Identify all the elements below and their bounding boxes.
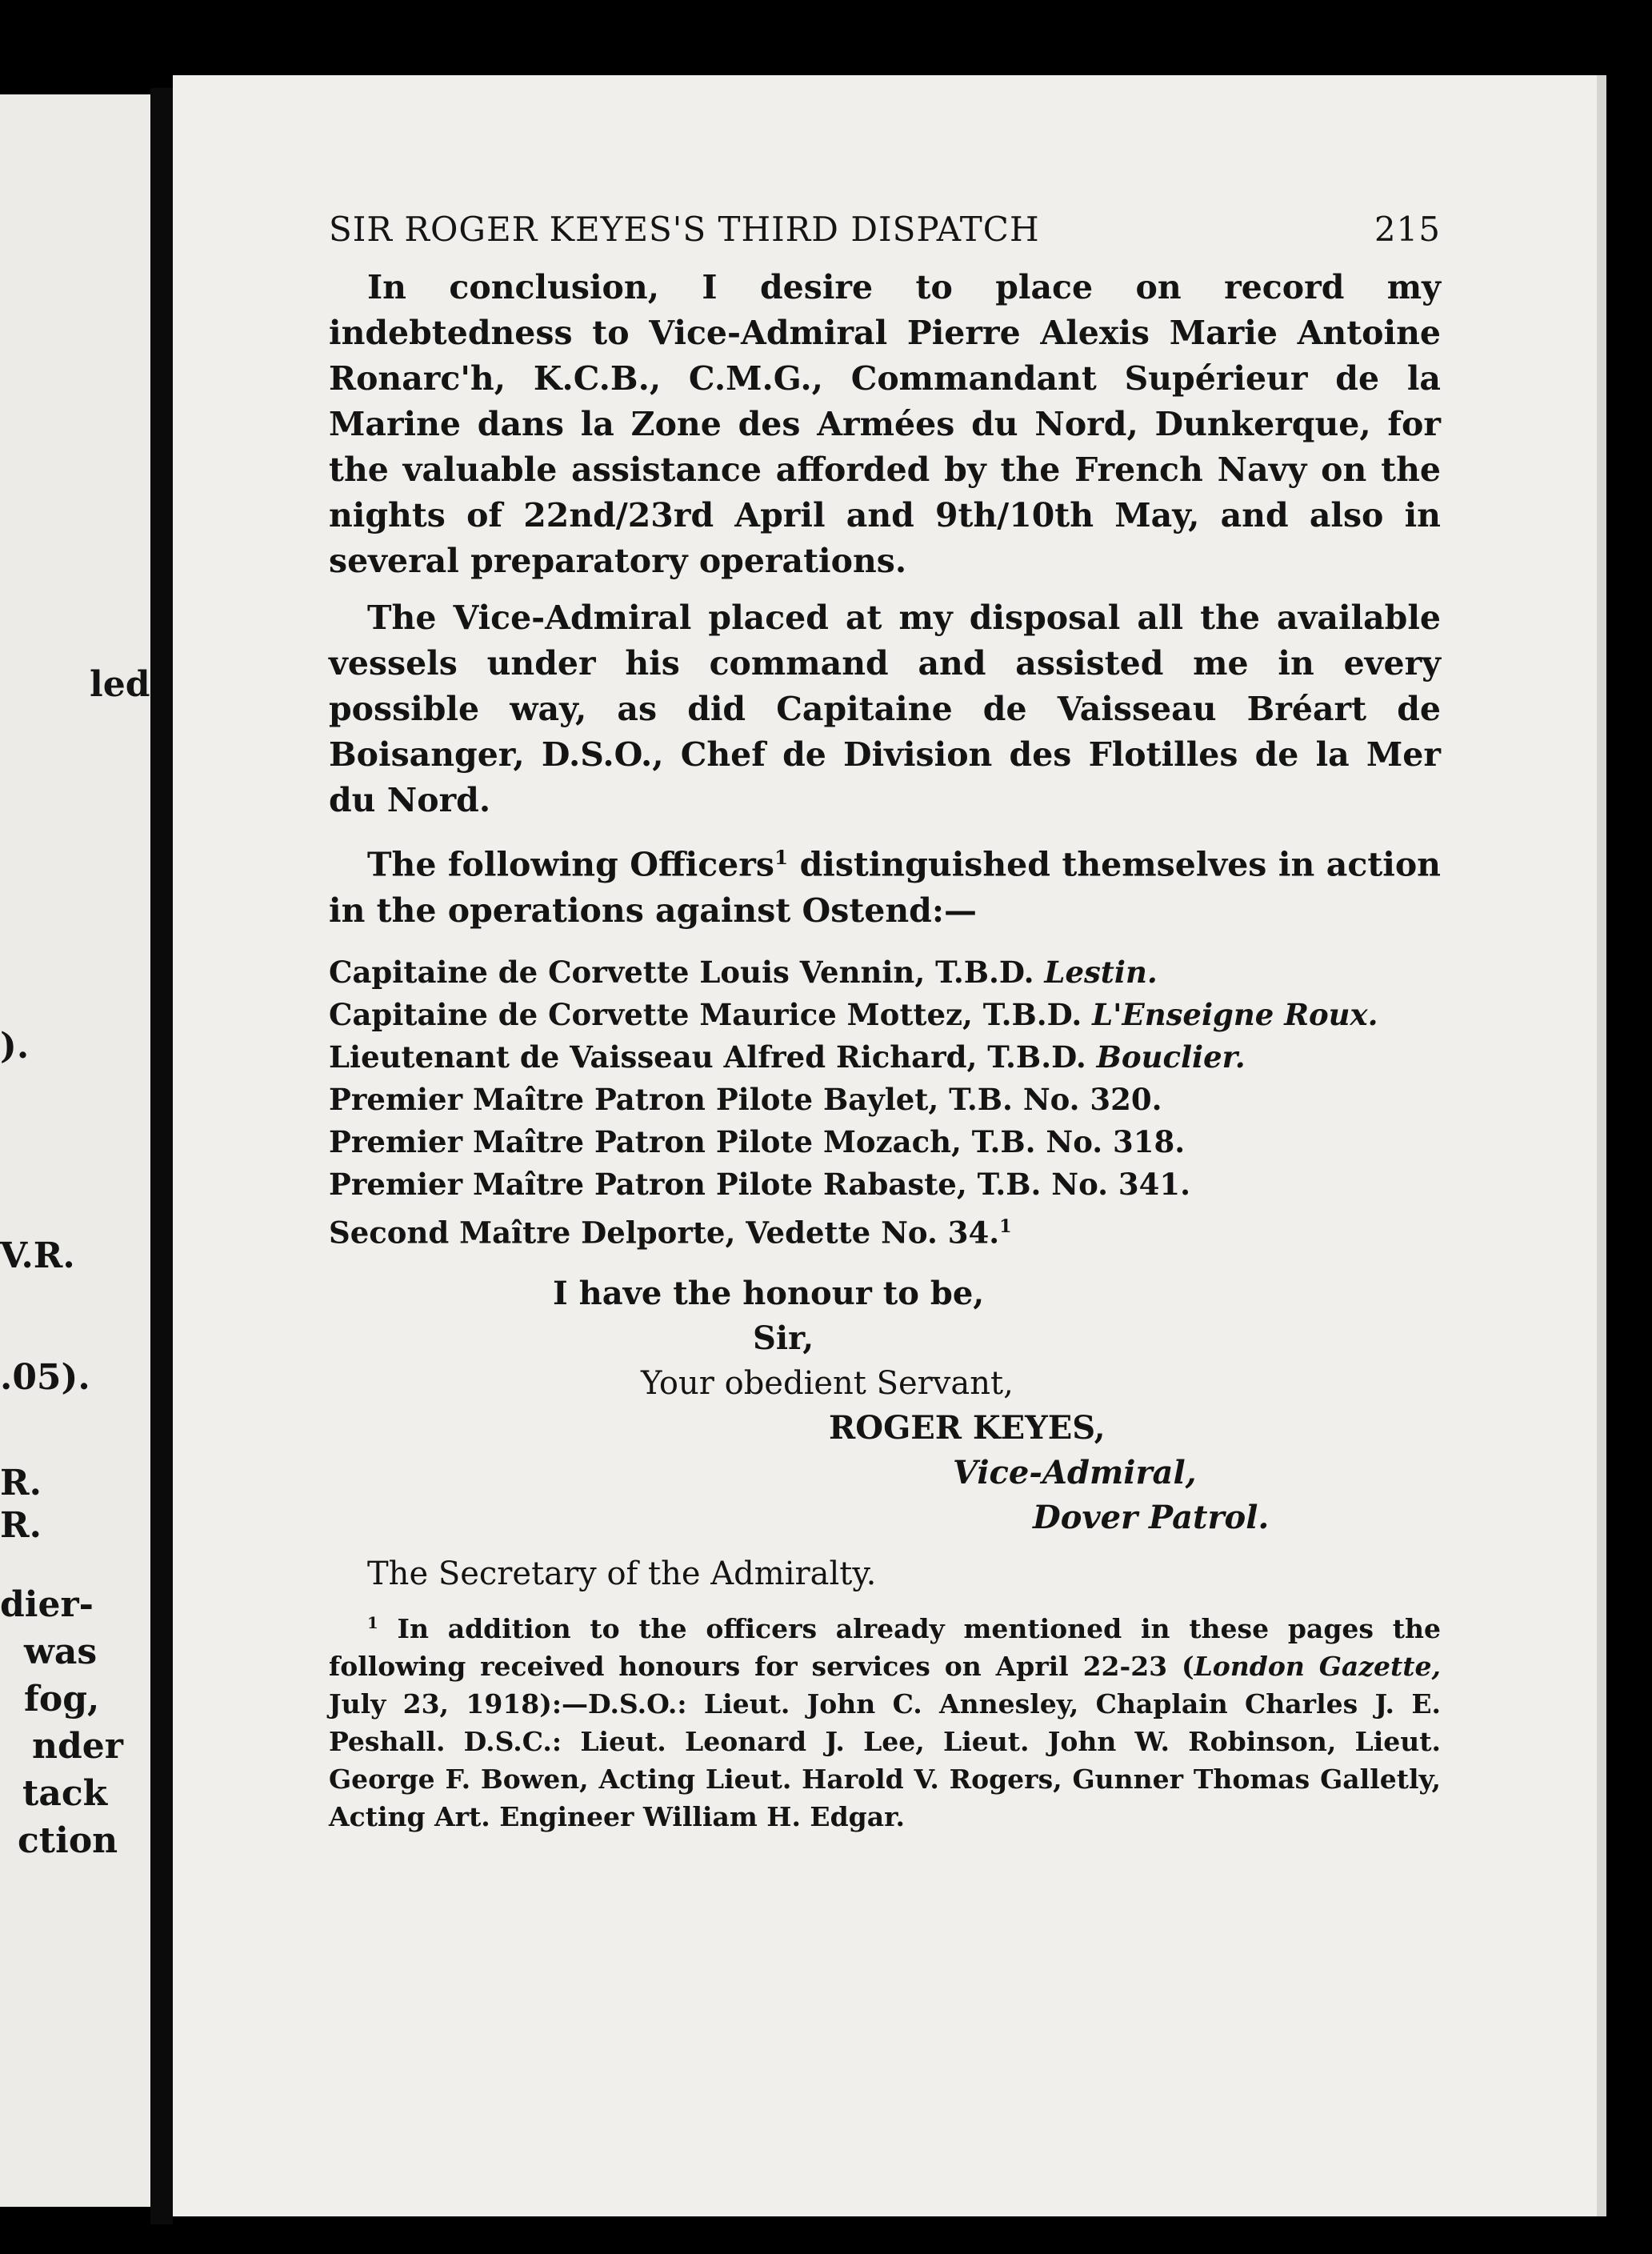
running-header [329,210,1441,249]
officer-name: Premier Maître Patron Pilote Mozach, T.B. No. 318. [329,1123,1186,1159]
signature: ROGER KEYES, [829,1408,1106,1447]
prev-fragment: nder [32,1726,123,1767]
footnote-text-rest: July 23, 1918):—D.S.O.: Lieut. John C. Annesley, Chaplain Charles J. E. Peshall. D.S.C.: Lieut. Leonard J. Lee, Lieut. John W. Robinson, Lieut. George F. Bowen, Acting Lieut. Harold V. Rogers, Gunner Thomas Galletly, Acting Art. Engineer William H. Edgar. [329,1687,1441,1832]
officer-name: Capitaine de Corvette Maurice Mottez, T.B.D. [329,996,1093,1032]
prev-fragment: led [90,664,150,705]
previous-page-strip [0,94,150,2207]
officer-entry [329,1163,1441,1206]
officer-name: Capitaine de Corvette Louis Vennin, T.B.D. [329,954,1045,990]
prev-fragment: fog, [24,1679,100,1720]
intro-text: The following Officers [367,845,774,884]
prev-fragment: ). [0,1026,30,1067]
addressee: The Secretary of the Admiralty. [367,1555,877,1592]
page-content [329,210,1441,1862]
intro-text-rest: distinguished themselves in action in the operations against Ostend:— [329,845,1441,930]
footnote-text: In addition to the officers already mentioned in these pages the following received honours for services on April 22-23 ( [329,1612,1441,1682]
book-page [173,75,1597,2216]
prev-fragment: ction [18,1820,118,1861]
ship-name: L'Enseigne Roux. [1092,996,1378,1032]
ship-name: Bouclier. [1096,1039,1246,1075]
paragraph-officers-intro [329,835,1441,934]
ship-name: Lestin. [1044,954,1158,990]
officer-entry [329,1121,1441,1163]
officer-name: Second Maître Delporte, Vedette No. 34. [329,1214,1000,1250]
officer-entry [329,1206,1441,1254]
page-number: 215 [1374,210,1441,249]
officer-entry [329,1079,1441,1121]
signature-rank: Vice-Admiral, [953,1453,1197,1491]
paragraph-conclusion: In conclusion, I desire to place on record my indebtedness to Vice-Admiral Pierre Alexis Marie Antoine Ronarc'h, K.C.B., C.M.G., Commandant Supérieur de la Marine dans la Zone des Armées du Nord, Dunkerque, for the valuable assistance afforded by the French Navy on the nights of 22nd/23rd April and 9th/10th May, and also in several preparatory operations. [329,268,1441,580]
officer-entry [329,1036,1441,1079]
footnote-marker: 1 [999,1215,1012,1237]
closing-block [329,1271,1441,1540]
closing-honour: I have the honour to be, [553,1274,985,1312]
officer-name: Premier Maître Patron Pilote Rabaste, T.B. No. 341. [329,1166,1190,1202]
footnote-marker: 1 [367,1612,378,1632]
footnote-marker: 1 [774,846,789,869]
footnote-publication: London Gazette, [1194,1650,1442,1682]
prev-fragment: was [24,1631,98,1672]
closing-servant: Your obedient Servant, [641,1364,1014,1402]
officer-entry [329,951,1441,994]
officer-name: Premier Maître Patron Pilote Baylet, T.B. No. 320. [329,1081,1162,1117]
officer-name: Lieutenant de Vaisseau Alfred Richard, T.B.D. [329,1039,1097,1075]
officer-entry [329,994,1441,1036]
footnote [329,1604,1441,1836]
closing-salutation: Sir, [753,1319,814,1357]
book-gutter [150,88,173,2224]
prev-fragment: .05). [0,1357,90,1398]
prev-fragment: dier- [0,1584,94,1625]
prev-fragment: V.R. [0,1235,75,1276]
page-edge [1597,75,1606,2216]
signature-command: Dover Patrol. [1033,1498,1270,1536]
running-title: SIR ROGER KEYES'S THIRD DISPATCH [329,210,1040,249]
paragraph-disposal: The Vice-Admiral placed at my disposal all the available vessels under his command and assisted me in every possible way, as did Capitaine de Vaisseau Bréart de Boisanger, D.S.O., Chef de Division des Flotilles de la Mer du Nord. [329,599,1441,819]
officer-list [329,951,1441,1254]
prev-fragment: R. [0,1505,42,1546]
prev-fragment: R. [0,1463,42,1503]
prev-fragment: tack [22,1773,108,1814]
